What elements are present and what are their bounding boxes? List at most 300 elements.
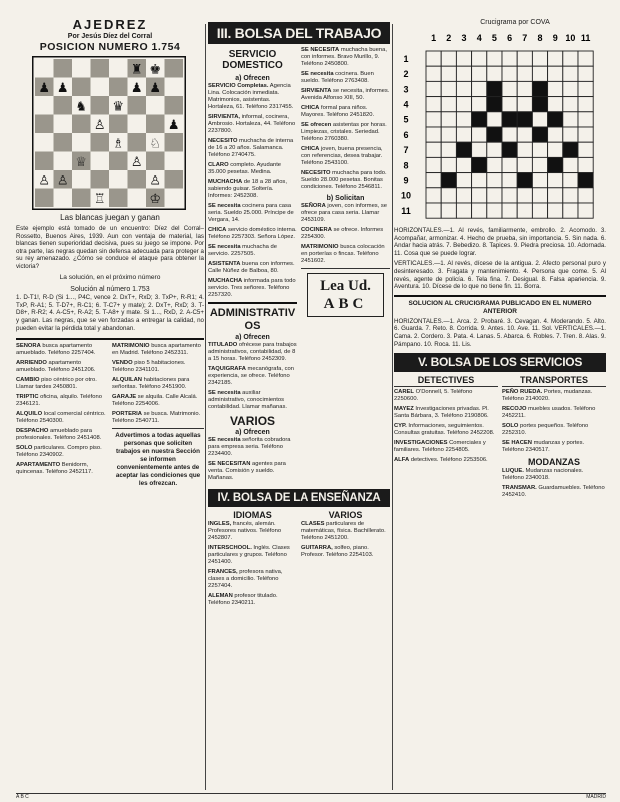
ad-keyword: CHICA xyxy=(301,105,320,111)
crossword-cell xyxy=(517,81,532,96)
crossword-cell xyxy=(517,66,532,81)
classified-ad xyxy=(502,468,606,482)
crossword-col-number: 11 xyxy=(580,33,591,43)
crossword-cell xyxy=(578,157,593,172)
ad-keyword: CLASES xyxy=(301,521,325,527)
board-dark-square xyxy=(109,189,128,208)
ad-keyword: RECOJO xyxy=(502,406,527,413)
crossword-cell xyxy=(548,81,563,96)
classified-ad xyxy=(208,278,297,299)
classified-ad xyxy=(208,545,297,566)
board-dark-square xyxy=(35,152,54,171)
chess-piece: ♟ xyxy=(38,79,51,95)
ad-keyword: MUCHACHA xyxy=(208,278,243,284)
crossword-cell xyxy=(517,127,532,142)
crossword-cell xyxy=(456,97,471,112)
ad-text: mecanógrafa, con experiencia, se ofrece. Teléfono 2342185. xyxy=(208,366,294,386)
crossword-cell xyxy=(578,203,593,218)
crossword-cell xyxy=(456,173,471,188)
trabajo-col-a xyxy=(208,47,297,485)
classified-ad xyxy=(16,411,108,425)
ad-text: mudanzas y portes. Teléfono 2340517. xyxy=(502,440,585,454)
crossword-black-cell xyxy=(548,112,563,127)
ad-text: muebles usados. Teléfono 2452211. xyxy=(502,406,596,420)
notice-box: Advertimos a todas aquellas personas que soliciten trabajos en nuestra Sección se informen convenientemente antes de aceptar las condiciones que les ofrezcan. xyxy=(115,432,201,488)
detectives-heading: DETECTIVES xyxy=(394,375,498,387)
classified-ad xyxy=(208,437,297,458)
ad-keyword: INTERSCHOOL. xyxy=(208,545,252,551)
crossword-horizontal: HORIZONTALES.—1. Al revés, familiarmente, embrollo. 2. Acomodo. 3. Acompañar, armonizar. 4. Hecho de prueba, sin importancia. 5. Sin nada. 6. Andar hacia atrás. 7. Bebedizo. 8. Tapices. 9. Piedra preciosa. 10. Adornada. 11. Cosa que se puede lograr. xyxy=(394,227,606,257)
classified-ad xyxy=(112,377,204,391)
ad-text: busca colocación en porterías o fincas. Teléfono 2451602. xyxy=(301,244,385,264)
crossword-cell xyxy=(517,188,532,203)
crossword-cell xyxy=(548,51,563,66)
classified-ad xyxy=(16,343,108,357)
crossword-row-number: 2 xyxy=(403,69,409,80)
ad-text: piso céntrico por otro. Llamar tardes 2450801. xyxy=(16,377,97,391)
ad-text: muchacha de interna de 16 a 20 años. Salamanca. Teléfono 2740475. xyxy=(208,138,294,158)
classified-ad xyxy=(208,593,297,607)
crossword-black-cell xyxy=(472,112,487,127)
crossword-row-number: 10 xyxy=(400,190,412,201)
crossword-cell xyxy=(441,127,456,142)
ad-text: informada para todo servicio. Tres señores. Teléfono 2257320. xyxy=(208,278,296,298)
crossword-col-number: 2 xyxy=(446,33,452,43)
crossword-cell xyxy=(548,66,563,81)
board-dark-square xyxy=(91,170,110,189)
crossword-cell xyxy=(426,66,441,81)
crossword-cell xyxy=(502,188,517,203)
crossword-col-number: 10 xyxy=(565,33,576,43)
ad-keyword: SE necesita xyxy=(208,390,241,396)
ad-keyword: TITULADO xyxy=(208,342,238,348)
chess-piece: ♙ xyxy=(56,172,69,188)
ad-text: piso 5 habitaciones. Teléfono 2341101. xyxy=(112,360,186,374)
ofrecen-subheading: a) Ofrecen xyxy=(235,75,270,82)
crossword-col-number: 5 xyxy=(491,33,497,43)
crossword-cell xyxy=(578,51,593,66)
board-dark-square xyxy=(165,96,184,115)
ad-keyword: SERVICIO Completas. xyxy=(208,83,269,89)
board-dark-square xyxy=(109,152,128,171)
crossword-cell xyxy=(441,157,456,172)
ad-text: servicio doméstico interna. Teléfono 2257303. Señora López. xyxy=(208,227,297,240)
classified-ad xyxy=(208,366,297,387)
ad-keyword: SE NECESITAN xyxy=(208,461,251,467)
ad-text: portes pequeños. Teléfono 2252310. xyxy=(502,423,589,437)
footer-right: MADRID xyxy=(586,794,606,800)
crossword-solution-title: SOLUCION AL CRUCIGRAMA PUBLICADO EN EL NUMERO ANTERIOR xyxy=(408,299,592,315)
crossword-cell xyxy=(426,127,441,142)
classified-ad xyxy=(208,342,297,363)
trabajo-header: III. BOLSA DEL TRABAJO xyxy=(208,22,390,44)
crossword-black-cell xyxy=(578,173,593,188)
chess-caption: Las blancas juegan y ganan xyxy=(60,213,160,222)
transportes-col xyxy=(502,375,606,502)
ad-keyword: SE ofrecen xyxy=(301,122,332,128)
chess-piece: ♟ xyxy=(149,79,162,95)
board-dark-square xyxy=(109,115,128,134)
crossword-cell xyxy=(502,51,517,66)
lea-ud-text: Lea Ud. xyxy=(320,278,371,294)
crossword-cell xyxy=(502,127,517,142)
board-dark-square xyxy=(91,59,110,78)
ad-text: oficina, alquilo. Teléfono 2346121. xyxy=(16,394,102,408)
classified-ad xyxy=(394,440,498,454)
crossword-cell xyxy=(563,173,578,188)
classified-ad xyxy=(16,445,108,459)
board-dark-square xyxy=(35,189,54,208)
idiomas-heading: IDIOMAS xyxy=(233,510,272,520)
crossword-cell xyxy=(456,81,471,96)
crossword-cell xyxy=(532,112,547,127)
ad-keyword: CHICA xyxy=(208,227,227,233)
crossword-cell xyxy=(517,51,532,66)
classified-ad xyxy=(208,244,297,258)
classified-ad xyxy=(208,114,297,135)
crossword-black-cell xyxy=(517,112,532,127)
crossword-col-number: 9 xyxy=(552,33,558,43)
crossword-row-number: 11 xyxy=(401,205,411,216)
crossword-col-number: 7 xyxy=(522,33,528,43)
chess-piece: ♙ xyxy=(130,153,143,169)
crossword-cell xyxy=(472,81,487,96)
crossword-col-number: 1 xyxy=(431,33,437,43)
crossword-row-number: 6 xyxy=(403,129,409,140)
classified-ad xyxy=(502,440,606,454)
crossword-cell xyxy=(548,97,563,112)
ad-text: cocinera para casa seria. Sueldo 25.000. Príncipe de Vergara, 14. xyxy=(208,203,294,223)
classified-ad xyxy=(394,389,498,403)
chess-piece: ♞ xyxy=(75,98,88,114)
crossword-cell xyxy=(472,97,487,112)
servicios-header: V. BOLSA DE LOS SERVICIOS xyxy=(394,353,606,372)
classified-ad xyxy=(394,406,498,420)
ad-keyword: PEÑO RUEDA. xyxy=(502,389,543,396)
crossword-cell xyxy=(487,173,502,188)
ad-text: se ofrece. Informes 2254300. xyxy=(301,227,384,240)
chess-piece: ♕ xyxy=(75,153,88,169)
crossword-cell xyxy=(441,97,456,112)
ad-keyword: MATRIMONIO xyxy=(112,343,150,350)
crossword-row-number: 1 xyxy=(403,53,409,64)
chess-piece: ♜ xyxy=(130,61,143,77)
crossword-cell xyxy=(487,142,502,157)
classified-ad xyxy=(112,411,204,425)
ad-text: auxiliar administrativo, conocimientos contabilidad. Llamar mañanas. xyxy=(208,390,287,410)
ad-keyword: ALQUILO xyxy=(16,411,43,418)
crossword-cell xyxy=(487,203,502,218)
classified-ad xyxy=(112,343,204,357)
crossword-column xyxy=(394,18,606,792)
ad-text: se necesita, informes. Avenida Alfonso XIII, 50. xyxy=(301,88,390,101)
classified-ad xyxy=(112,394,204,408)
detectives-col xyxy=(394,375,498,502)
crossword-black-cell xyxy=(502,142,517,157)
left-classifieds-col-b xyxy=(112,343,204,488)
ad-keyword: GARAJE xyxy=(112,394,137,401)
ad-text: busca apartamento en Madrid. Teléfono 2452311. xyxy=(112,343,201,357)
board-dark-square xyxy=(91,96,110,115)
crossword-cell xyxy=(502,203,517,218)
varios-heading: VARIOS xyxy=(229,414,276,428)
ad-text: habitaciones para señoritas. Teléfono 2451900. xyxy=(112,377,190,391)
crossword-cell xyxy=(502,97,517,112)
classified-ad xyxy=(301,146,390,167)
board-dark-square xyxy=(54,96,73,115)
crossword-cell xyxy=(548,173,563,188)
ad-keyword: CLARO xyxy=(208,162,229,168)
crossword-cell xyxy=(548,142,563,157)
ad-text: informal, cocinera, Ambrosio. Hortaleza, 44. Teléfono 2237800. xyxy=(208,114,296,134)
ad-text: busca apartamento amueblado. Teléfono 2257404. xyxy=(16,343,96,357)
ad-text: muchacha de servicio. 2257505. xyxy=(208,244,277,257)
servicio-domestico-heading: SERVICIO DOMESTICO xyxy=(222,49,283,71)
crossword-row-number: 4 xyxy=(403,99,409,110)
ad-keyword: SE NECESITA xyxy=(301,47,340,53)
ad-text: muchacha buena, con informes. Bravo Murillo, 9. Teléfono 2450800. xyxy=(301,47,387,67)
crossword-col-number: 3 xyxy=(461,33,467,43)
crossword-black-cell xyxy=(472,157,487,172)
ad-keyword: NECESITO xyxy=(208,138,238,144)
solicitan-subheading: b) Solicitan xyxy=(326,195,365,202)
chess-piece: ♘ xyxy=(149,135,162,151)
crossword-cell xyxy=(426,173,441,188)
ad-keyword: LUQUE. xyxy=(502,468,524,475)
ad-text: profesor titulado. Teléfono 2340211. xyxy=(208,593,278,606)
board-dark-square xyxy=(146,152,165,171)
chess-piece: ♗ xyxy=(112,135,125,151)
chess-piece: ♚ xyxy=(149,61,162,77)
crossword-cell xyxy=(456,203,471,218)
ad-text: buena con informes. Calle Núñez de Balboa, 80. xyxy=(208,261,295,274)
column-divider xyxy=(392,24,393,790)
ad-keyword: FRANCES, xyxy=(208,569,238,575)
crossword-black-cell xyxy=(441,173,456,188)
crossword-cell xyxy=(426,112,441,127)
chess-prev-body: 1. D-T1!, R-D (Si 1..., P4C, vence 2. DxT+, RxD; 3. TxP+, R-R1; 4. TxP, R-A1; 5. T-D7+, R-C1; 6. T-C7+ y mate); 2. DxT+, RxD; 3. T-D8+, R-R2; 4. A-C5+, R-A2; 5. T-A8+ y mate. Si 1..., RxD, 2. A-C5+ y ganan. Las negras, que se ven forzadas a entregar la calidad, no pueden evitar la pérdida total y abandonan. xyxy=(16,294,204,332)
crossword-row-number: 7 xyxy=(403,145,409,156)
classified-ad xyxy=(394,457,498,464)
ad-text: asistentas por horas. Limpiezas, cristales. Seriedad. Teléfono 2760380. xyxy=(301,122,387,142)
board-dark-square xyxy=(72,115,91,134)
administrativos-heading: ADMINISTRATIVOS xyxy=(209,307,296,332)
ad-text: Inglés. Clases particulares y grupos. Teléfono 2451400. xyxy=(208,545,290,565)
ad-text: cocinera. Buen sueldo. Teléfono 2763408. xyxy=(301,71,374,84)
crossword-cell xyxy=(563,66,578,81)
ens-varios-heading: VARIOS xyxy=(328,510,363,520)
classified-ad xyxy=(208,227,297,241)
crossword-black-cell xyxy=(563,142,578,157)
chess-title: AJEDREZ xyxy=(72,18,148,32)
crossword-cell xyxy=(487,188,502,203)
crossword-cell xyxy=(517,97,532,112)
crossword-cell xyxy=(487,51,502,66)
crossword-cell xyxy=(517,142,532,157)
crossword-cell xyxy=(441,142,456,157)
ad-keyword: SE necesita xyxy=(208,244,241,250)
ad-text: se busca. Matrimonio. Teléfono 2540711. xyxy=(112,411,201,425)
crossword-cell xyxy=(563,188,578,203)
ad-text: profesora nativa, clases a domicilio. Teléfono 2257404. xyxy=(208,569,283,589)
ad-text: particulares. Compro piso. Teléfono 2340902. xyxy=(16,445,102,459)
ad-keyword: CYP. xyxy=(394,423,407,430)
classified-ad xyxy=(301,122,390,143)
classified-ad xyxy=(301,244,390,265)
ad-keyword: SEÑORA xyxy=(301,203,326,209)
ad-keyword: APARTAMENTO xyxy=(16,462,61,469)
classified-ad xyxy=(301,47,390,68)
ad-keyword: COCINERA xyxy=(301,227,332,233)
crossword-cell xyxy=(578,66,593,81)
ad-keyword: INVESTIGACIONES xyxy=(394,440,448,447)
chess-solution-note: La solución, en el próximo número xyxy=(59,273,161,281)
ad-keyword: MATRIMONIO xyxy=(301,244,339,250)
ensenanza-col-b xyxy=(301,510,390,610)
crossword-cell xyxy=(548,203,563,218)
classified-ad xyxy=(502,485,606,499)
mudanzas-heading: MODANZAS xyxy=(528,457,580,468)
ad-text: formal para niños. Mayores. Teléfono 2451820. xyxy=(301,105,375,118)
ad-text: joven, con informes, se ofrece para casa seria. Llamar 2453109. xyxy=(301,203,388,223)
ad-text: completo. Ayudante 35.000 pesetas. Medina. xyxy=(208,162,282,175)
crossword-cell xyxy=(426,51,441,66)
ad-text: amueblado para profesionales. Teléfono 2451408. xyxy=(16,428,102,442)
classified-ad xyxy=(208,461,297,482)
chess-piece: ♙ xyxy=(38,172,51,188)
classified-ad xyxy=(16,462,108,476)
ad-text: señorita cobradora para empresa seria. Teléfono 2234400. xyxy=(208,437,291,457)
crossword-cell xyxy=(563,127,578,142)
crossword-cell xyxy=(472,51,487,66)
crossword-cell xyxy=(502,81,517,96)
crossword-black-cell xyxy=(487,127,502,142)
crossword-cell xyxy=(472,173,487,188)
ad-keyword: NECESITO xyxy=(301,170,331,176)
board-dark-square xyxy=(35,115,54,134)
crossword-black-cell xyxy=(517,173,532,188)
crossword-cell xyxy=(563,97,578,112)
footer-left: A B C xyxy=(16,794,29,800)
classified-ad xyxy=(16,377,108,391)
crossword-cell xyxy=(426,81,441,96)
crossword-cell xyxy=(502,157,517,172)
crossword-cell xyxy=(456,51,471,66)
board-dark-square xyxy=(54,59,73,78)
ad-text: detectives. Teléfono 2253506. xyxy=(409,457,488,464)
crossword-cell xyxy=(532,51,547,66)
ad-text: Comerciales y familiares. Teléfono 2254805. xyxy=(394,440,486,454)
ad-text: Investigaciones privadas. Pl. Santa Bárbara, 3. Teléfono 2190806. xyxy=(394,406,489,420)
crossword-col-number: 4 xyxy=(476,33,482,43)
board-dark-square xyxy=(165,170,184,189)
crossword-cell xyxy=(441,112,456,127)
crossword-cell xyxy=(563,81,578,96)
ad-keyword: INGLES, xyxy=(208,521,232,527)
crossword-cell xyxy=(502,66,517,81)
chess-piece: ♟ xyxy=(167,116,180,132)
crossword-cell xyxy=(441,203,456,218)
chess-piece: ♙ xyxy=(93,116,106,132)
ad-keyword: SE necesita xyxy=(301,71,334,77)
ad-keyword: SIRVIENTA xyxy=(301,88,332,94)
crossword-cell xyxy=(456,112,471,127)
ensenanza-col-a xyxy=(208,510,297,610)
board-dark-square xyxy=(146,115,165,134)
crossword-cell xyxy=(578,81,593,96)
ad-keyword: ALFA xyxy=(394,457,410,464)
classified-ad xyxy=(208,83,297,111)
chessboard xyxy=(32,56,186,210)
ad-keyword: CAMBIO xyxy=(16,377,40,384)
crossword-cell xyxy=(456,157,471,172)
board-dark-square xyxy=(128,96,147,115)
crossword-cell xyxy=(456,66,471,81)
varios-ofrecen: a) Ofrecen xyxy=(235,429,270,436)
crossword-cell xyxy=(532,188,547,203)
classified-ad xyxy=(301,105,390,119)
crossword-cell xyxy=(472,127,487,142)
ad-text: apartamento amueblado. Teléfono 2451206. xyxy=(16,360,96,374)
crossword-black-cell xyxy=(532,97,547,112)
ad-keyword: ASISTENTA xyxy=(208,261,241,267)
ad-text: de 18 a 28 años, sabiendo guisar. Soltería. Informes: 2452308. xyxy=(208,179,287,199)
classified-ad xyxy=(394,423,498,437)
crossword-cell xyxy=(517,157,532,172)
chess-body: Este ejemplo está tomado de un encuentro: Díez del Corral–Rossetto, Buenos Aires, 1939. Aun con ventaja de material, las blancas tienen superioridad decisiva, pues su juego se impone. Por otra parte, las negras quedan sin defensa adecuada para proteger a su rey amenazado. ¿Cómo se conduce el ataque para obtener la victoria? xyxy=(16,225,204,270)
ad-text: joven, buena presencia, con referencias, desea trabajar. Teléfono 2543100. xyxy=(301,146,383,166)
classified-ad xyxy=(208,179,297,200)
classified-ad xyxy=(208,162,297,176)
crossword-cell xyxy=(456,127,471,142)
column-divider xyxy=(205,24,206,790)
crossword-cell xyxy=(517,203,532,218)
crossword-black-cell xyxy=(502,112,517,127)
ad-keyword: TRIPTIC xyxy=(16,394,39,401)
chess-column xyxy=(16,18,204,792)
crossword-cell xyxy=(548,127,563,142)
ad-keyword: SEÑORA xyxy=(16,343,41,350)
ad-keyword: SIRVIENTA, xyxy=(208,114,240,120)
ad-text: solfeo, piano. Profesor. Teléfono 2254103. xyxy=(301,545,374,558)
ad-keyword: SE necesita xyxy=(208,203,241,209)
crossword-cell xyxy=(502,173,517,188)
ad-text: Informaciones, seguimientos. Consultas gratuitas. Teléfono 2452208. xyxy=(394,423,495,437)
crossword-row-number: 8 xyxy=(403,160,409,171)
crossword-cell xyxy=(441,51,456,66)
classified-ad xyxy=(301,71,390,85)
ad-keyword: DESPACHO xyxy=(16,428,49,435)
classified-ad xyxy=(16,394,108,408)
classified-ad xyxy=(208,390,297,411)
crossword-cell xyxy=(426,157,441,172)
ad-keyword: SE HACEN xyxy=(502,440,532,447)
classified-ad xyxy=(301,88,390,102)
crossword-row-number: 9 xyxy=(403,175,409,186)
crossword-cell xyxy=(532,203,547,218)
ad-keyword: TRANSMAR. xyxy=(502,485,537,492)
chess-piece: ♖ xyxy=(93,190,106,206)
footer-strip xyxy=(16,793,606,799)
classified-ad xyxy=(301,170,390,191)
left-classifieds xyxy=(16,343,204,488)
crossword-col-number: 6 xyxy=(507,33,513,43)
classified-ad xyxy=(16,360,108,374)
crossword-cell xyxy=(548,188,563,203)
classified-ad xyxy=(208,203,297,224)
crossword-black-cell xyxy=(548,157,563,172)
classified-ad xyxy=(16,428,108,442)
